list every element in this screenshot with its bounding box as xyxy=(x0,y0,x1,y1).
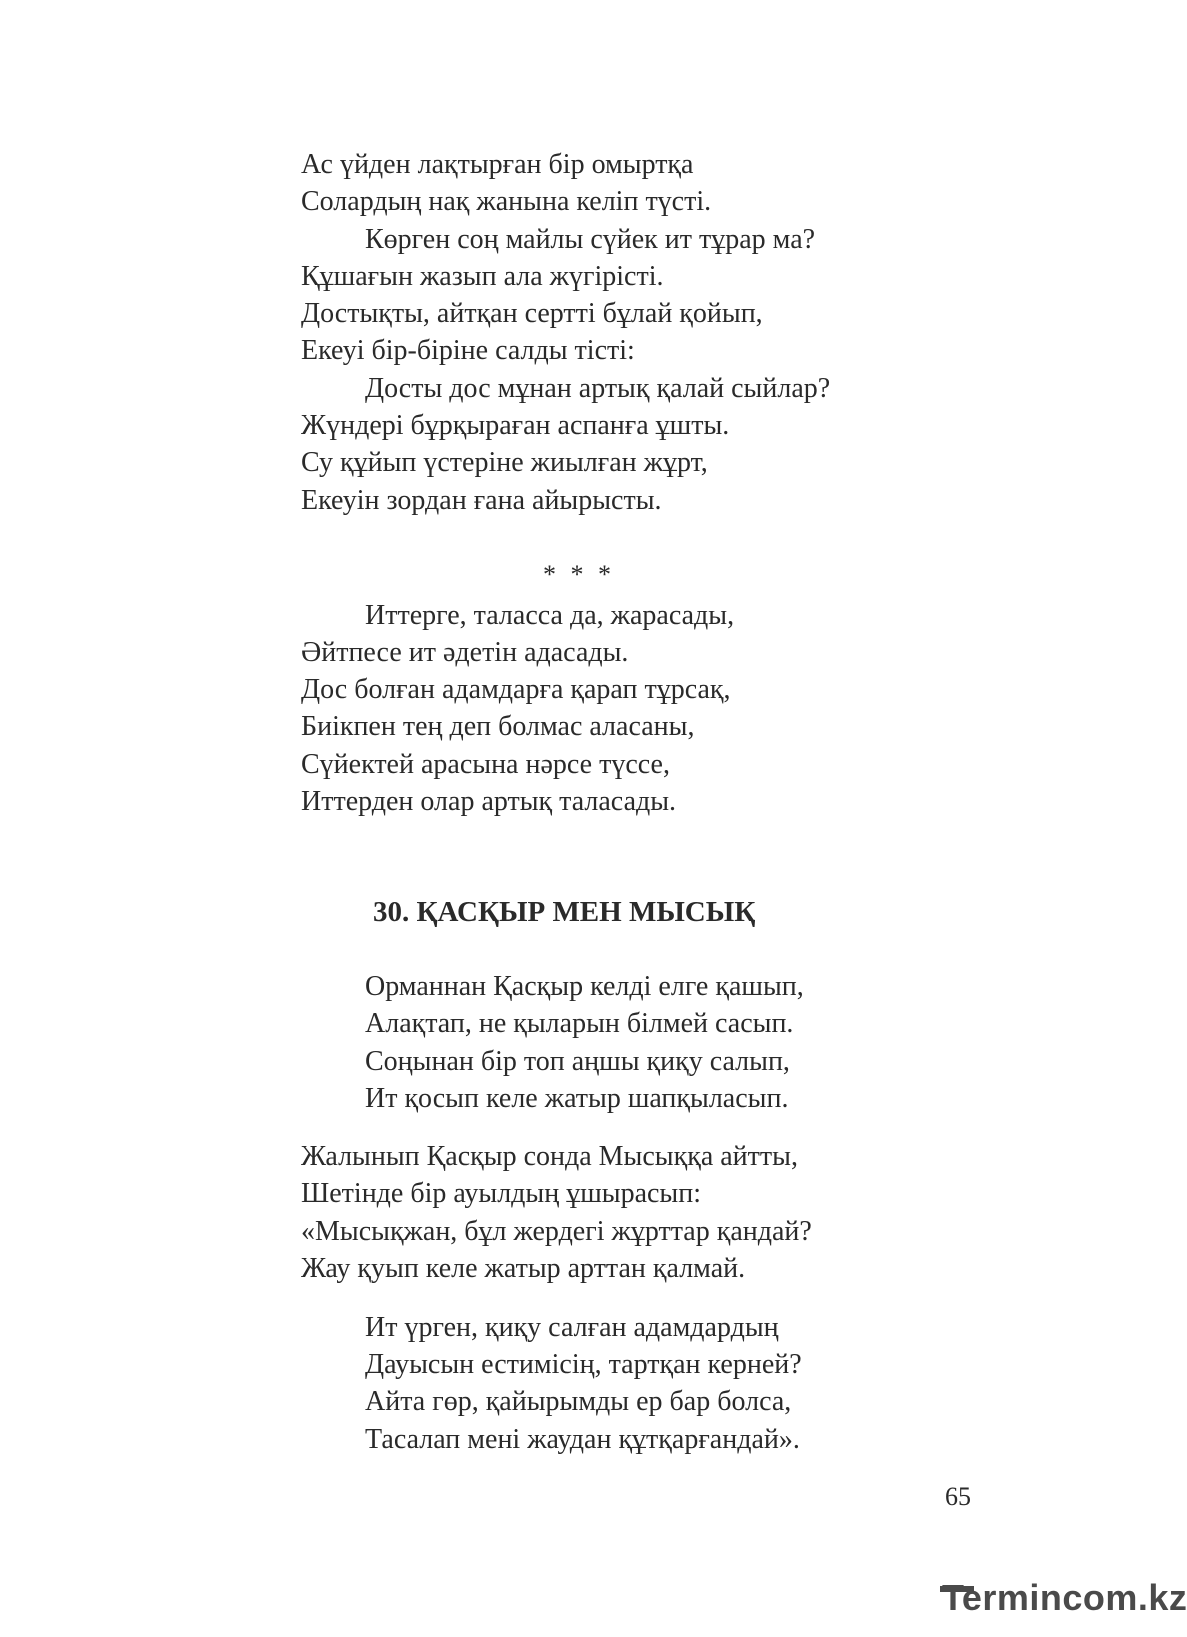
poem-line: Алақтап, не қыларын білмей сасып. xyxy=(365,1008,794,1039)
poem-line: Достықты, айтқан сертті бұлай қойып, xyxy=(301,298,763,329)
poem-line: Екеуі бір-біріне салды тісті: xyxy=(301,335,635,366)
poem-line: Тасалап мені жаудан құтқарғандай». xyxy=(365,1424,800,1455)
poem-line: Жүндері бұрқыраған аспанға ұшты. xyxy=(301,410,730,441)
poem-line: Құшағын жазып ала жүгірісті. xyxy=(301,261,664,292)
poem-line: Орманнан Қасқыр келді елге қашып, xyxy=(365,971,804,1002)
section-heading: 30. ҚАСҚЫР МЕН МЫСЫҚ xyxy=(373,896,756,928)
stanza-separator: * * * xyxy=(543,560,615,589)
poem-line: Екеуін зордан ғана айырысты. xyxy=(301,485,662,516)
poem-line: Досты дос мұнан артық қалай сыйлар? xyxy=(365,373,831,404)
poem-line: Айта гөр, қайырымды ер бар болса, xyxy=(365,1386,792,1417)
poem-line: Дос болған адамдарға қарап тұрсақ, xyxy=(301,674,731,705)
poem-line: Иттерден олар артық таласады. xyxy=(301,786,677,817)
poem-line: Су құйып үстеріне жиылған жұрт, xyxy=(301,447,708,478)
poem-line: Жау қуып келе жатыр арттан қалмай. xyxy=(301,1253,746,1284)
page-number: 65 xyxy=(945,1482,971,1511)
poem-line: Көрген соң майлы сүйек ит тұрар ма? xyxy=(365,224,816,255)
poem-line: «Мысықжан, бұл жердегі жұрттар қандай? xyxy=(301,1216,812,1247)
watermark-text: Termincom.kz xyxy=(942,1577,1187,1618)
poem-line: Ит қосып келе жатыр шапқыласып. xyxy=(365,1083,789,1114)
poem-line: Биікпен тең деп болмас аласаны, xyxy=(301,711,695,742)
poem-line: Әйтпесе ит әдетін адасады. xyxy=(301,637,629,668)
poem-line: Иттерге, таласса да, жарасады, xyxy=(365,600,735,631)
poem-line: Солардың нақ жанына келіп түсті. xyxy=(301,186,712,217)
watermark-logo xyxy=(940,1575,1187,1623)
poem-line: Жалынып Қасқыр сонда Мысыққа айтты, xyxy=(301,1141,798,1172)
poem-line: Сүйектей арасына нәрсе түссе, xyxy=(301,749,670,780)
poem-line: Шетінде бір ауылдың ұшырасып: xyxy=(301,1178,702,1209)
poem-line: Соңынан бір топ аңшы қиқу салып, xyxy=(365,1046,790,1077)
poem-line: Ит үрген, қиқу салған адамдардың xyxy=(365,1312,779,1343)
poem-line: Ас үйден лақтырған бір омыртқа xyxy=(301,149,694,180)
poem-line: Дауысын естимісің, тартқан керней? xyxy=(365,1349,802,1380)
